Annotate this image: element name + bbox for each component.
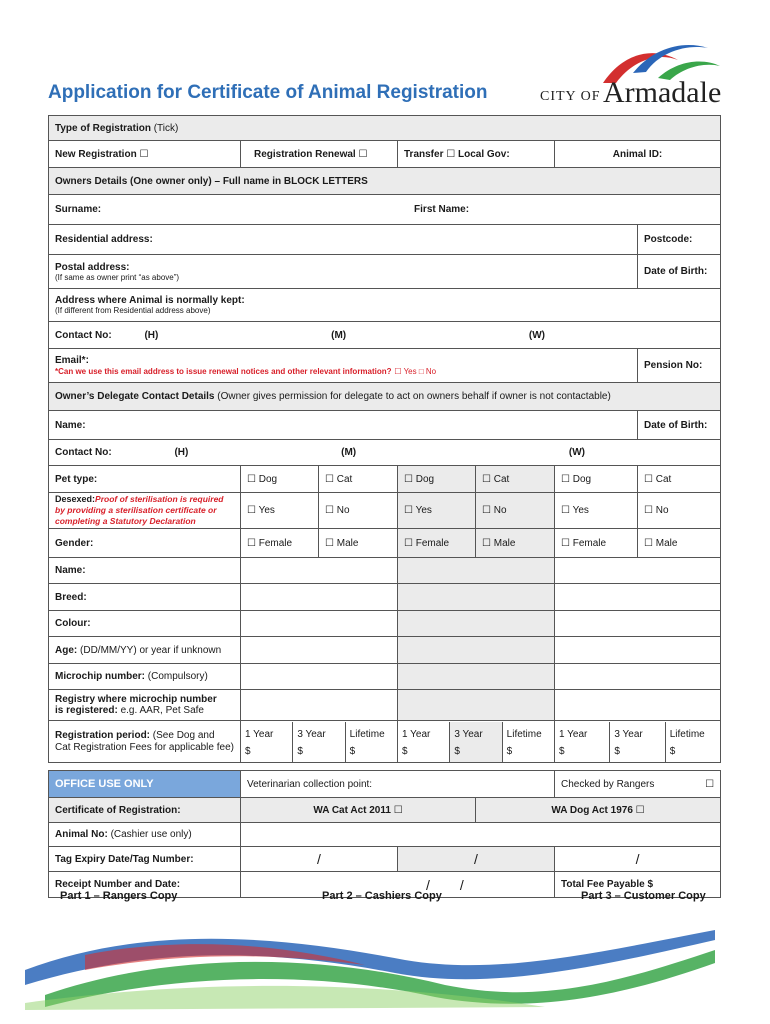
pet3-breed-field[interactable] [555, 584, 721, 611]
pet2-female[interactable]: ☐ Female [398, 529, 476, 558]
pet2-breed-field[interactable] [398, 584, 555, 611]
tag-pet2-field[interactable]: / [398, 847, 555, 872]
part3-label: Part 3 – Customer Copy [581, 890, 706, 902]
postcode-field[interactable]: Postcode: [638, 225, 721, 255]
pet2-desexed-yes[interactable]: ☐ Yes [398, 493, 476, 529]
pet3-female[interactable]: ☐ Female [555, 529, 638, 558]
page-title: Application for Certificate of Animal Registration [48, 82, 488, 103]
registration-renewal-checkbox[interactable]: Registration Renewal ☐ [241, 141, 398, 168]
animal-id-field[interactable]: Animal ID: [555, 141, 721, 168]
logo-city-text: CITY OF [540, 89, 601, 104]
certificate-label: Certificate of Registration: [49, 798, 241, 823]
colour-label: Colour: [49, 611, 241, 637]
pet3-dog-checkbox[interactable]: ☐ Dog [555, 466, 638, 493]
pet1-dog-checkbox[interactable]: ☐ Dog [241, 466, 319, 493]
pet2-male[interactable]: ☐ Male [476, 529, 555, 558]
delegate-heading: Owner’s Delegate Contact Details (Owner gives permission for delegate to act on owners behalf if owner is not contactable) [49, 383, 721, 411]
rangers-checkbox[interactable]: ☐ [705, 778, 715, 790]
transfer-checkbox[interactable]: Transfer ☐ Local Gov: [398, 141, 555, 168]
registration-period-label: Registration period: (See Dog and Cat Registration Fees for applicable fee) [49, 721, 241, 763]
pet1-period-options [241, 721, 398, 763]
tag-pet3-field[interactable]: / [555, 847, 721, 872]
pet2-microchip-field[interactable] [398, 664, 555, 690]
pet1-age-field[interactable] [241, 637, 398, 664]
tag-expiry-label: Tag Expiry Date/Tag Number: [49, 847, 241, 872]
pet-type-label: Pet type: [49, 466, 241, 493]
part1-label: Part 1 – Rangers Copy [60, 890, 178, 902]
vet-collection-field[interactable]: Veterinarian collection point: [241, 771, 555, 798]
pet2-age-field[interactable] [398, 637, 555, 664]
new-registration-checkbox[interactable]: New Registration ☐ [49, 141, 241, 168]
receipt-label: Receipt Number and Date: [49, 872, 241, 898]
tag-pet1-field[interactable]: / [241, 847, 398, 872]
gender-label: Gender: [49, 529, 241, 558]
pet2-lifetime[interactable]: Lifetime $ [506, 728, 542, 757]
pet3-desexed-yes[interactable]: ☐ Yes [555, 493, 638, 529]
owner-dob-field[interactable]: Date of Birth: [638, 255, 721, 289]
pet3-desexed-no[interactable]: ☐ No [638, 493, 721, 529]
pet3-1year[interactable]: 1 Year $ [555, 722, 610, 762]
pet3-microchip-field[interactable] [555, 664, 721, 690]
pet1-lifetime[interactable]: Lifetime $ [349, 728, 385, 757]
owners-details-heading: Owners Details (One owner only) – Full name in BLOCK LETTERS [49, 168, 721, 195]
pet1-breed-field[interactable] [241, 584, 398, 611]
pet3-period-options [555, 721, 721, 763]
pet3-lifetime[interactable]: Lifetime $ [669, 728, 705, 757]
desexed-label: Desexed:Proof of sterilisation is required by providing a sterilisation certificate or completing a Statutory Declaration [49, 493, 241, 529]
pet2-dog-checkbox[interactable]: ☐ Dog [398, 466, 476, 493]
pet3-male[interactable]: ☐ Male [638, 529, 721, 558]
pet1-3year[interactable]: 3 Year $ [293, 722, 345, 762]
pet1-female[interactable]: ☐ Female [241, 529, 319, 558]
pet1-colour-field[interactable] [241, 611, 398, 637]
breed-label: Breed: [49, 584, 241, 611]
pet1-desexed-yes[interactable]: ☐ Yes [241, 493, 319, 529]
cat-act-checkbox[interactable]: WA Cat Act 2011 ☐ [241, 798, 476, 823]
postal-address-field[interactable]: Postal address: (If same as owner print “as above”) [49, 255, 638, 289]
pet2-3year[interactable]: 3 Year $ [450, 722, 502, 762]
pet2-cat-checkbox[interactable]: ☐ Cat [476, 466, 555, 493]
delegate-dob-field[interactable]: Date of Birth: [638, 411, 721, 440]
pet1-cat-checkbox[interactable]: ☐ Cat [319, 466, 398, 493]
pet2-colour-field[interactable] [398, 611, 555, 637]
pet1-desexed-no[interactable]: ☐ No [319, 493, 398, 529]
pet3-cat-checkbox[interactable]: ☐ Cat [638, 466, 721, 493]
registry-label: Registry where microchip number is registered: e.g. AAR, Pet Safe [49, 690, 241, 721]
pet2-desexed-no[interactable]: ☐ No [476, 493, 555, 529]
pet1-1year[interactable]: 1 Year $ [241, 722, 293, 762]
delegate-contact-row[interactable]: Contact No: (H) (M) (W) [49, 440, 721, 466]
pet3-name-field[interactable] [555, 558, 721, 584]
residential-address-field[interactable]: Residential address: [49, 225, 638, 255]
microchip-label: Microchip number: (Compulsory) [49, 664, 241, 690]
part2-label: Part 2 – Cashiers Copy [322, 890, 442, 902]
email-field[interactable]: Email*: *Can we use this email address to issue renewal notices and other relevant information? ☐ Yes □ No [49, 349, 638, 383]
pet1-registry-field[interactable] [241, 690, 398, 721]
total-fee-field[interactable]: Total Fee Payable $ [555, 872, 721, 898]
animal-no-label: Animal No: (Cashier use only) [49, 823, 241, 847]
receipt-date-field[interactable]: / / [241, 872, 555, 898]
pension-no-field[interactable]: Pension No: [638, 349, 721, 383]
age-label: Age: (DD/MM/YY) or year if unknown [49, 637, 241, 664]
first-name-field[interactable]: First Name: [414, 204, 470, 215]
pet1-microchip-field[interactable] [241, 664, 398, 690]
pet2-period-options [398, 721, 555, 763]
logo-name-text: Armadale [603, 76, 722, 109]
surname-field[interactable]: Surname: [55, 204, 102, 215]
pet3-age-field[interactable] [555, 637, 721, 664]
pet3-registry-field[interactable] [555, 690, 721, 721]
office-use-heading: OFFICE USE ONLY [49, 771, 241, 798]
pet3-3year[interactable]: 3 Year $ [610, 722, 665, 762]
pet1-name-field[interactable] [241, 558, 398, 584]
email-consent-checkbox[interactable]: ☐ Yes □ No [394, 366, 437, 376]
name-row [49, 195, 721, 225]
dog-act-checkbox[interactable]: WA Dog Act 1976 ☐ [476, 798, 721, 823]
delegate-name-field[interactable]: Name: [49, 411, 638, 440]
application-form [48, 115, 721, 898]
footer-wave-icon [25, 915, 715, 1010]
checked-by-rangers[interactable]: Checked by Rangers ☐ [555, 771, 721, 798]
owner-contact-row[interactable]: Contact No: (H) (M) (W) [49, 322, 721, 349]
pet2-1year[interactable]: 1 Year $ [398, 722, 450, 762]
pet2-name-field[interactable] [398, 558, 555, 584]
type-registration-heading: Type of Registration (Tick) [49, 116, 721, 141]
kept-address-field[interactable]: Address where Animal is normally kept: (If different from Residential address above) [49, 289, 721, 322]
pet1-male[interactable]: ☐ Male [319, 529, 398, 558]
pet2-registry-field[interactable] [398, 690, 555, 721]
pet-name-label: Name: [49, 558, 241, 584]
animal-no-field[interactable] [241, 823, 721, 847]
pet3-colour-field[interactable] [555, 611, 721, 637]
